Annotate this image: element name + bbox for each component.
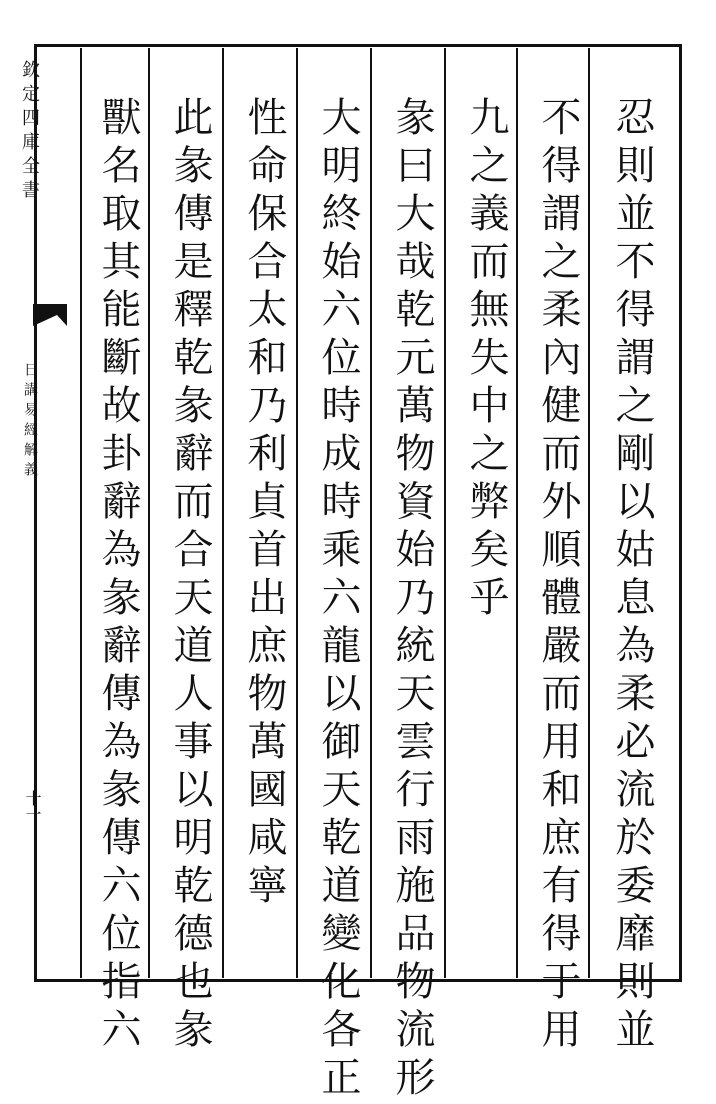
text-column-4: 彖曰大哉乾元萬物資始乃統天雲行雨施品物流形 [389,96,435,1104]
column-rule [516,48,518,978]
text-column-7: 此彖傳是釋乾彖辭而合天道人事以明乾德也彖 [167,96,213,1056]
column-rule [222,48,224,978]
column-rule [80,48,82,978]
text-column-3: 九之義而無失中之弊矣乎 [463,96,509,624]
text-column-1: 忍則並不得謂之剛以姑息為柔必流於委靡則並 [609,96,655,1056]
book-title: 欽定四庫全書 [19,60,40,204]
column-rule [296,48,298,978]
section-title: 日講易經解義 [22,362,38,482]
column-rule [588,48,590,978]
column-rule [148,48,150,978]
text-column-6: 性命保合太和乃利貞首出庶物萬國咸寧 [241,96,287,912]
text-column-5: 大明終始六位時成時乘六龍以御天乾道變化各正 [315,96,361,1104]
column-rule [370,48,372,978]
text-column-2: 不得謂之柔內健而外順體嚴而用和庶有得于用 [535,96,581,1056]
column-rule [444,48,446,978]
page-number: 十一 [23,790,42,822]
fish-tail-mark-icon [33,300,67,330]
text-column-8: 獸名取其能斷故卦辭為彖辭傳為彖傳六位指六 [95,96,141,1056]
